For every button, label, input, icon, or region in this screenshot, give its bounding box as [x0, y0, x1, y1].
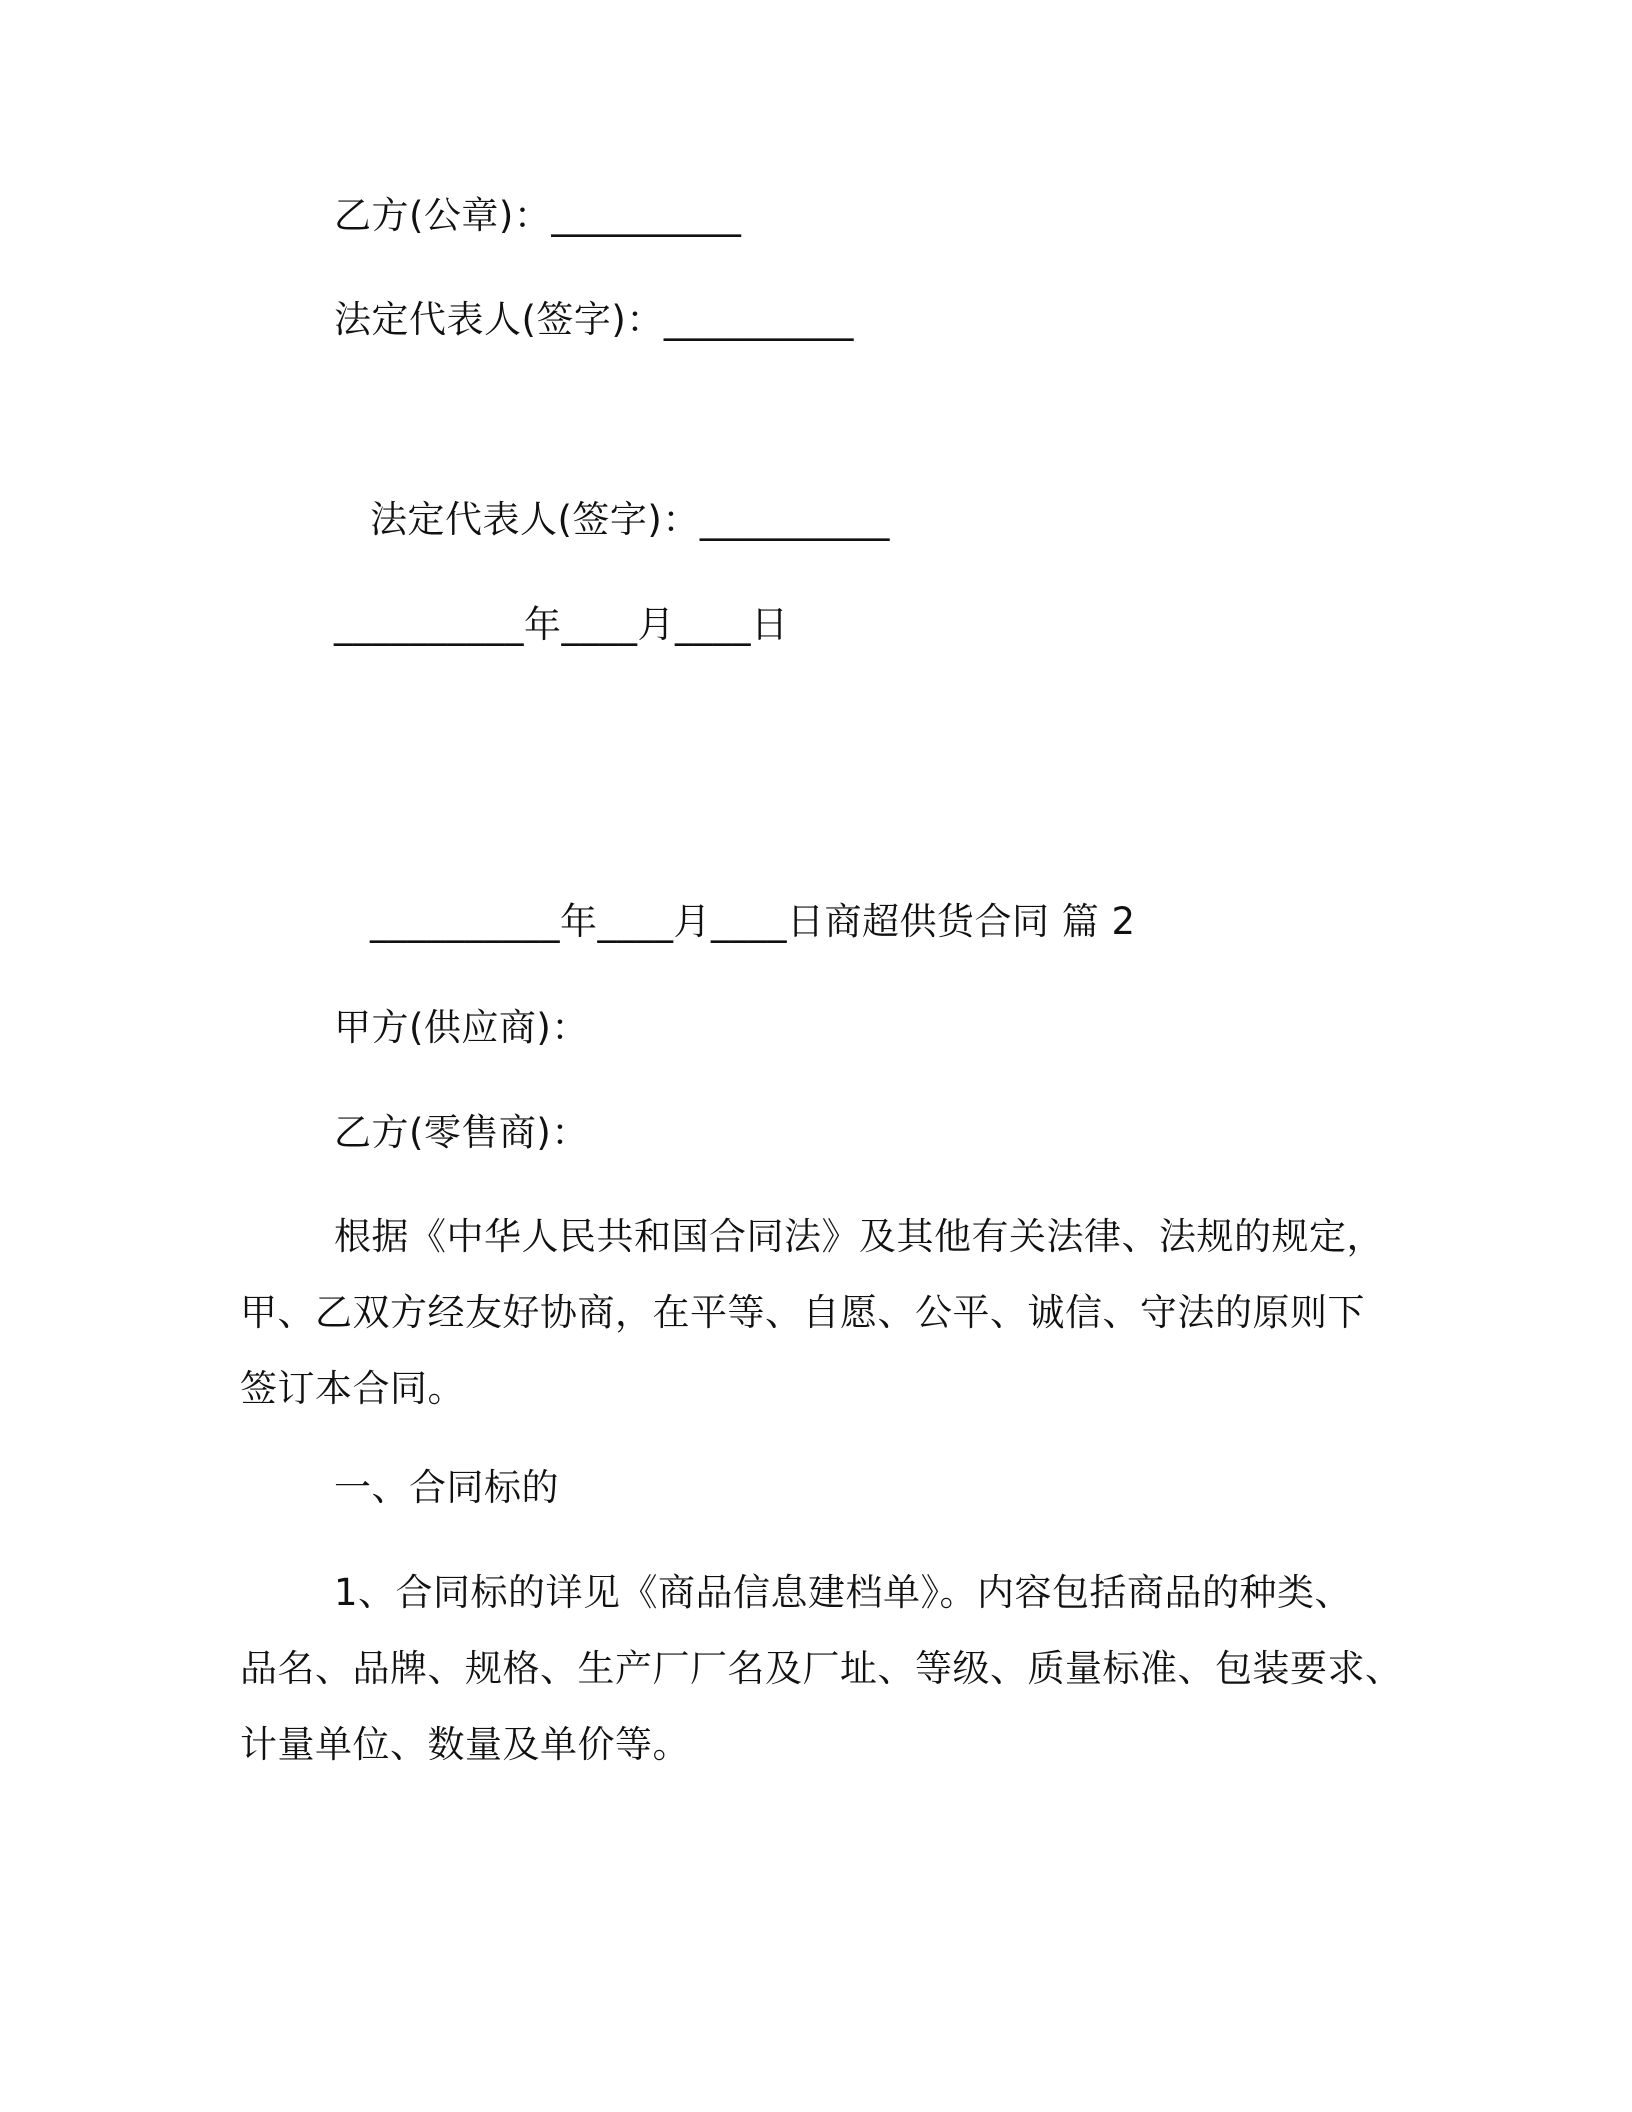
party-a-label: 甲方(供应商)：	[334, 1006, 589, 1049]
clause-line: 1、合同标的详见《商品信息建档单》。内容包括商品的种类、	[334, 1571, 1353, 1614]
section-heading: 一、合同标的	[334, 1466, 559, 1509]
clause-line: 计量单位、数量及单价等。	[240, 1723, 690, 1766]
clause-1-paragraph	[240, 1555, 1403, 1783]
party-b-seal-line: 乙方(公章)：__________	[334, 194, 742, 237]
party-b-label: 乙方(零售商)：	[334, 1111, 589, 1154]
preamble-line: 甲、乙双方经友好协商，在平等、自愿、公平、诚信、守法的原则下	[240, 1291, 1365, 1334]
legal-representative-signature-line: 法定代表人(签字)：__________	[334, 298, 854, 341]
clause-line: 品名、品牌、规格、生产厂厂名及厂址、等级、质量标准、包装要求、	[240, 1647, 1403, 1690]
preamble-line: 根据《中华人民共和国合同法》及其他有关法律、法规的规定，	[334, 1215, 1384, 1258]
preamble-line: 签订本合同。	[240, 1367, 465, 1410]
contract-title: __________年____月____日商超供货合同 篇 2	[370, 900, 1136, 943]
signature-date-line: __________年____月____日	[334, 603, 789, 646]
legal-representative-signature-line: 法定代表人(签字)：__________	[370, 498, 890, 541]
preamble-paragraph	[240, 1199, 1384, 1427]
